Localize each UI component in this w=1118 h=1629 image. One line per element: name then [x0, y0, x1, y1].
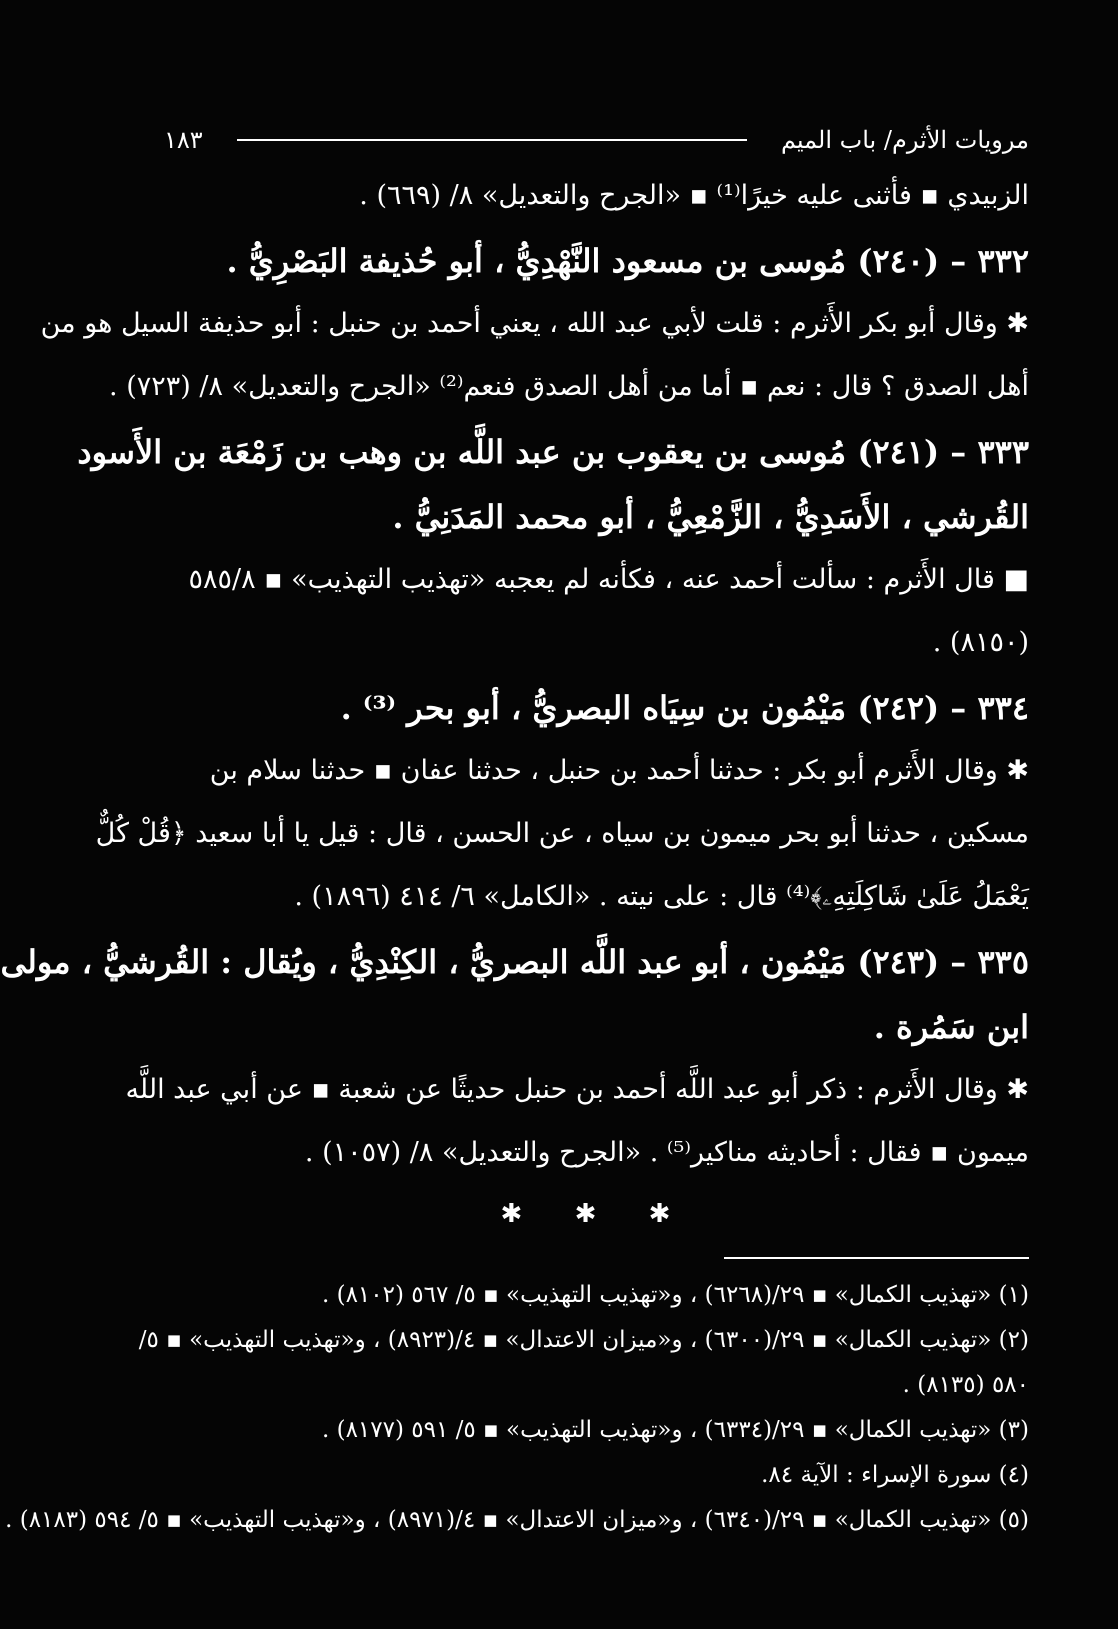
footnote-3: (٣) «تهذيب الكمال» ▪ ٢٩/(٦٣٣٤) ، و«تهذيب التهذيب» ▪ ٥/ ٥٩١ (٨١٧٧) . [321, 1417, 1029, 1443]
book-page [0, 115, 1029, 1551]
line-333-a: ■ قال الأَثرم : سألت أحمد عنه ، فكأنه لم يعجبه «تهذيب التهذيب» ▪ ٥٨٥/٨ [188, 564, 1029, 595]
entry-335: ٣٣٥ – (٢٤٣) مَيْمُون ، أبو عبد اللَّه البصريُّ ، الكِنْدِيُّ ، ويُقال : القُرشيُّ ، مولى [0, 943, 1029, 981]
footnote-4: (٤) سورة الإسراء : الآية ٨٤. [761, 1462, 1029, 1488]
footnotes [5, 1281, 1029, 1534]
footnote-2: (٢) «تهذيب الكمال» ▪ ٢٩/(٦٣٠٠) ، و«ميزان الاعتدال» ▪ ٤/(٨٩٢٣) ، و«تهذيب التهذيب» ▪ ٥/ [138, 1327, 1029, 1353]
line-0: الزبيدي ▪ فأثنى عليه خيرًا⁽¹⁾ ▪ «الجرح والتعديل» ٨/ (٦٦٩) . [359, 180, 1029, 211]
line-332-b: أهل الصدق ؟ قال : نعم ▪ أما من أهل الصدق فنعم⁽²⁾ «الجرح والتعديل» ٨/ (٧٢٣) . [109, 371, 1029, 402]
entry-334: ٣٣٤ – (٢٤٢) مَيْمُون بن سِيَاه البصريُّ ، أبو بحر ⁽³⁾ . [340, 689, 1029, 727]
footnote-5: (٥) «تهذيب الكمال» ▪ ٢٩/(٦٣٤٠) ، و«ميزان الاعتدال» ▪ ٤/(٨٩٧١) ، و«تهذيب التهذيب» ▪ ٥/ ٥٩٤ (٨١٨٣) . [5, 1507, 1029, 1533]
line-334-c: يَعْمَلُ عَلَىٰ شَاكِلَتِهِۦ﴾⁽⁴⁾ قال : على نيته . «الكامل» ٦/ ٤١٤ (١٨٩٦) . [294, 881, 1029, 912]
footnote-1: (١) «تهذيب الكمال» ▪ ٢٩/(٦٢٦٨) ، و«تهذيب التهذيب» ▪ ٥/ ٥٦٧ (٨١٠٢) . [321, 1282, 1029, 1308]
section-separator: ✱ ✱ ✱ [500, 1199, 693, 1229]
line-334-a: ✱ وقال الأَثرم أبو بكر : حدثنا أحمد بن حنبل ، حدثنا عفان ▪ حدثنا سلام بن [209, 755, 1029, 786]
line-332-a: ✱ وقال أبو بكر الأَثرم : قلت لأبي عبد الله ، يعني أحمد بن حنبل : أبو حذيفة السيل هو من [40, 308, 1029, 339]
line-333-b: (٨١٥٠) . [932, 627, 1029, 658]
entry-333: ٣٣٣ – (٢٤١) مُوسى بن يعقوب بن عبد اللَّه بن وهب بن زَمْعَة بن الأَسود [77, 433, 1029, 471]
entry-335-b: ابن سَمُرة . [873, 1008, 1029, 1046]
running-head [164, 115, 1029, 165]
footnote-rule [724, 1257, 1029, 1259]
footnote-2-b: ٥٨٠ (٨١٣٥) . [902, 1372, 1029, 1398]
running-title: مرويات الأثرم/ باب الميم [780, 126, 1029, 154]
body-text [0, 179, 1029, 1169]
header-rule [237, 139, 747, 141]
line-335-a: ✱ وقال الأَثرم : ذكر أبو عبد اللَّه أحمد بن حنبل حديثًا عن شعبة ▪ عن أبي عبد اللَّه [125, 1074, 1029, 1105]
line-335-b: ميمون ▪ فقال : أحاديثه مناكير⁽⁵⁾ . «الجرح والتعديل» ٨/ (١٠٥٧) . [304, 1137, 1029, 1168]
entry-332: ٣٣٢ – (٢٤٠) مُوسى بن مسعود النَّهْدِيُّ ، أبو حُذيفة البَصْرِيُّ . [226, 242, 1029, 280]
line-334-b: مسكين ، حدثنا أبو بحر ميمون بن سياه ، عن الحسن ، قال : قيل يا أبا سعيد ﴿قُلْ كُلٌّ [95, 818, 1029, 849]
entry-333-b: القُرشي ، الأَسَدِيُّ ، الزَّمْعِيُّ ، أبو محمد المَدَنِيُّ . [392, 498, 1029, 536]
page-number: ١٨٣ [164, 126, 203, 154]
